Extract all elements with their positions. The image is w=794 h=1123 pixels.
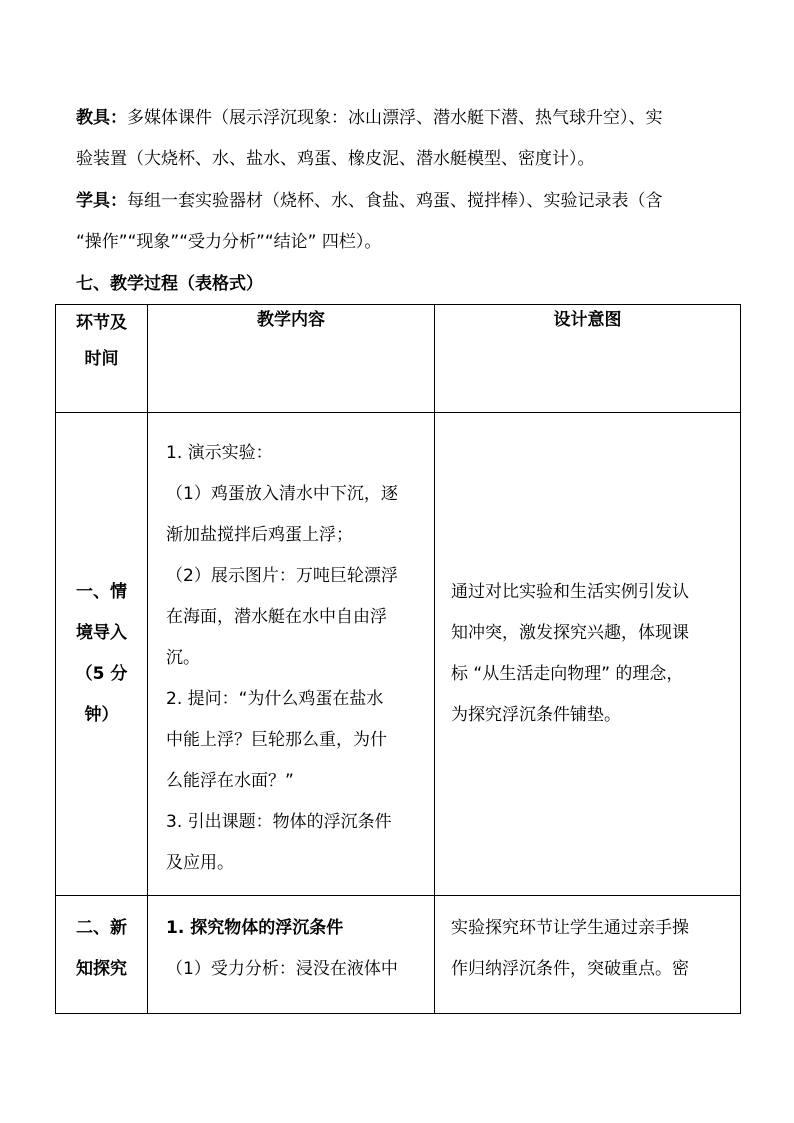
header-content: 教学内容 xyxy=(148,305,435,413)
intent-line: 作归纳浮沉条件，突破重点。密 xyxy=(451,959,689,979)
content-line: 中能上浮？巨轮那么重，为什 xyxy=(166,730,387,750)
stage-line: 境导入 xyxy=(76,623,127,643)
content-title: 1. 探究物体的浮沉条件 xyxy=(166,918,344,938)
content-line: 1. 演示实验： xyxy=(166,443,273,463)
table-header-row xyxy=(56,305,741,413)
intent-line: 为探究浮沉条件铺垫。 xyxy=(451,705,621,725)
intent-line: 标 “从生活走向物理” 的理念， xyxy=(451,664,684,684)
header-stage-line-1: 环节及 xyxy=(76,313,127,333)
learning-tools-text-1: 每组一套实验器材（烧杯、水、食盐、鸡蛋、搅拌棒）、实验记录表（含 xyxy=(127,191,663,211)
stage-line: 知探究 xyxy=(76,959,127,979)
teaching-tools-line-1 xyxy=(76,108,736,128)
intent-cell xyxy=(435,896,741,1014)
header-stage-line-2: 时间 xyxy=(84,349,119,369)
intent-cell xyxy=(435,413,741,896)
content-line: 沉。 xyxy=(166,648,200,668)
learning-tools-line-2: “操作”“现象”“受力分析”“结论” 四栏）。 xyxy=(76,232,382,252)
stage-line: 钟） xyxy=(84,705,119,725)
intent-line: 知冲突，激发探究兴趣，体现课 xyxy=(451,623,689,643)
content-line: 在海面，潜水艇在水中自由浮 xyxy=(166,607,387,627)
section-heading: 七、教学过程（表格式） xyxy=(76,274,263,294)
header-intent: 设计意图 xyxy=(435,305,741,413)
stage-line: 一、情 xyxy=(76,582,127,602)
content-line: （1）受力分析：浸没在液体中 xyxy=(166,959,398,979)
content-cell xyxy=(148,896,435,1014)
content-line: 么能浮在水面？” xyxy=(166,771,294,791)
teaching-tools-line-2: 验装置（大烧杯、水、盐水、鸡蛋、橡皮泥、潜水艇模型、密度计）。 xyxy=(76,149,595,169)
table-row xyxy=(56,896,741,1014)
stage-line: 二、新 xyxy=(76,918,127,938)
content-line: 渐加盐搅拌后鸡蛋上浮； xyxy=(166,525,353,545)
stage-cell xyxy=(56,413,148,896)
content-cell xyxy=(148,413,435,896)
intent-line: 通过对比实验和生活实例引发认 xyxy=(451,582,689,602)
content-line: 及应用。 xyxy=(166,853,234,873)
content-line: 2. 提问：“为什么鸡蛋在盐水 xyxy=(166,689,384,709)
content-line: 3. 引出课题：物体的浮沉条件 xyxy=(166,812,392,832)
teaching-tools-text-1: 多媒体课件（展示浮沉现象：冰山漂浮、潜水艇下潜、热气球升空）、实 xyxy=(127,108,663,128)
table-row xyxy=(56,413,741,896)
content-line: （1）鸡蛋放入清水中下沉，逐 xyxy=(166,484,398,504)
teaching-process-table xyxy=(55,304,741,1014)
content-line: （2）展示图片：万吨巨轮漂浮 xyxy=(166,566,398,586)
intent-line: 实验探究环节让学生通过亲手操 xyxy=(451,918,689,938)
header-stage-time xyxy=(56,305,148,413)
teaching-tools-label: 教具： xyxy=(76,108,127,128)
learning-tools-line-1 xyxy=(76,191,736,211)
stage-cell xyxy=(56,896,148,1014)
stage-line: （5 分 xyxy=(75,664,128,684)
learning-tools-label: 学具： xyxy=(76,191,127,211)
